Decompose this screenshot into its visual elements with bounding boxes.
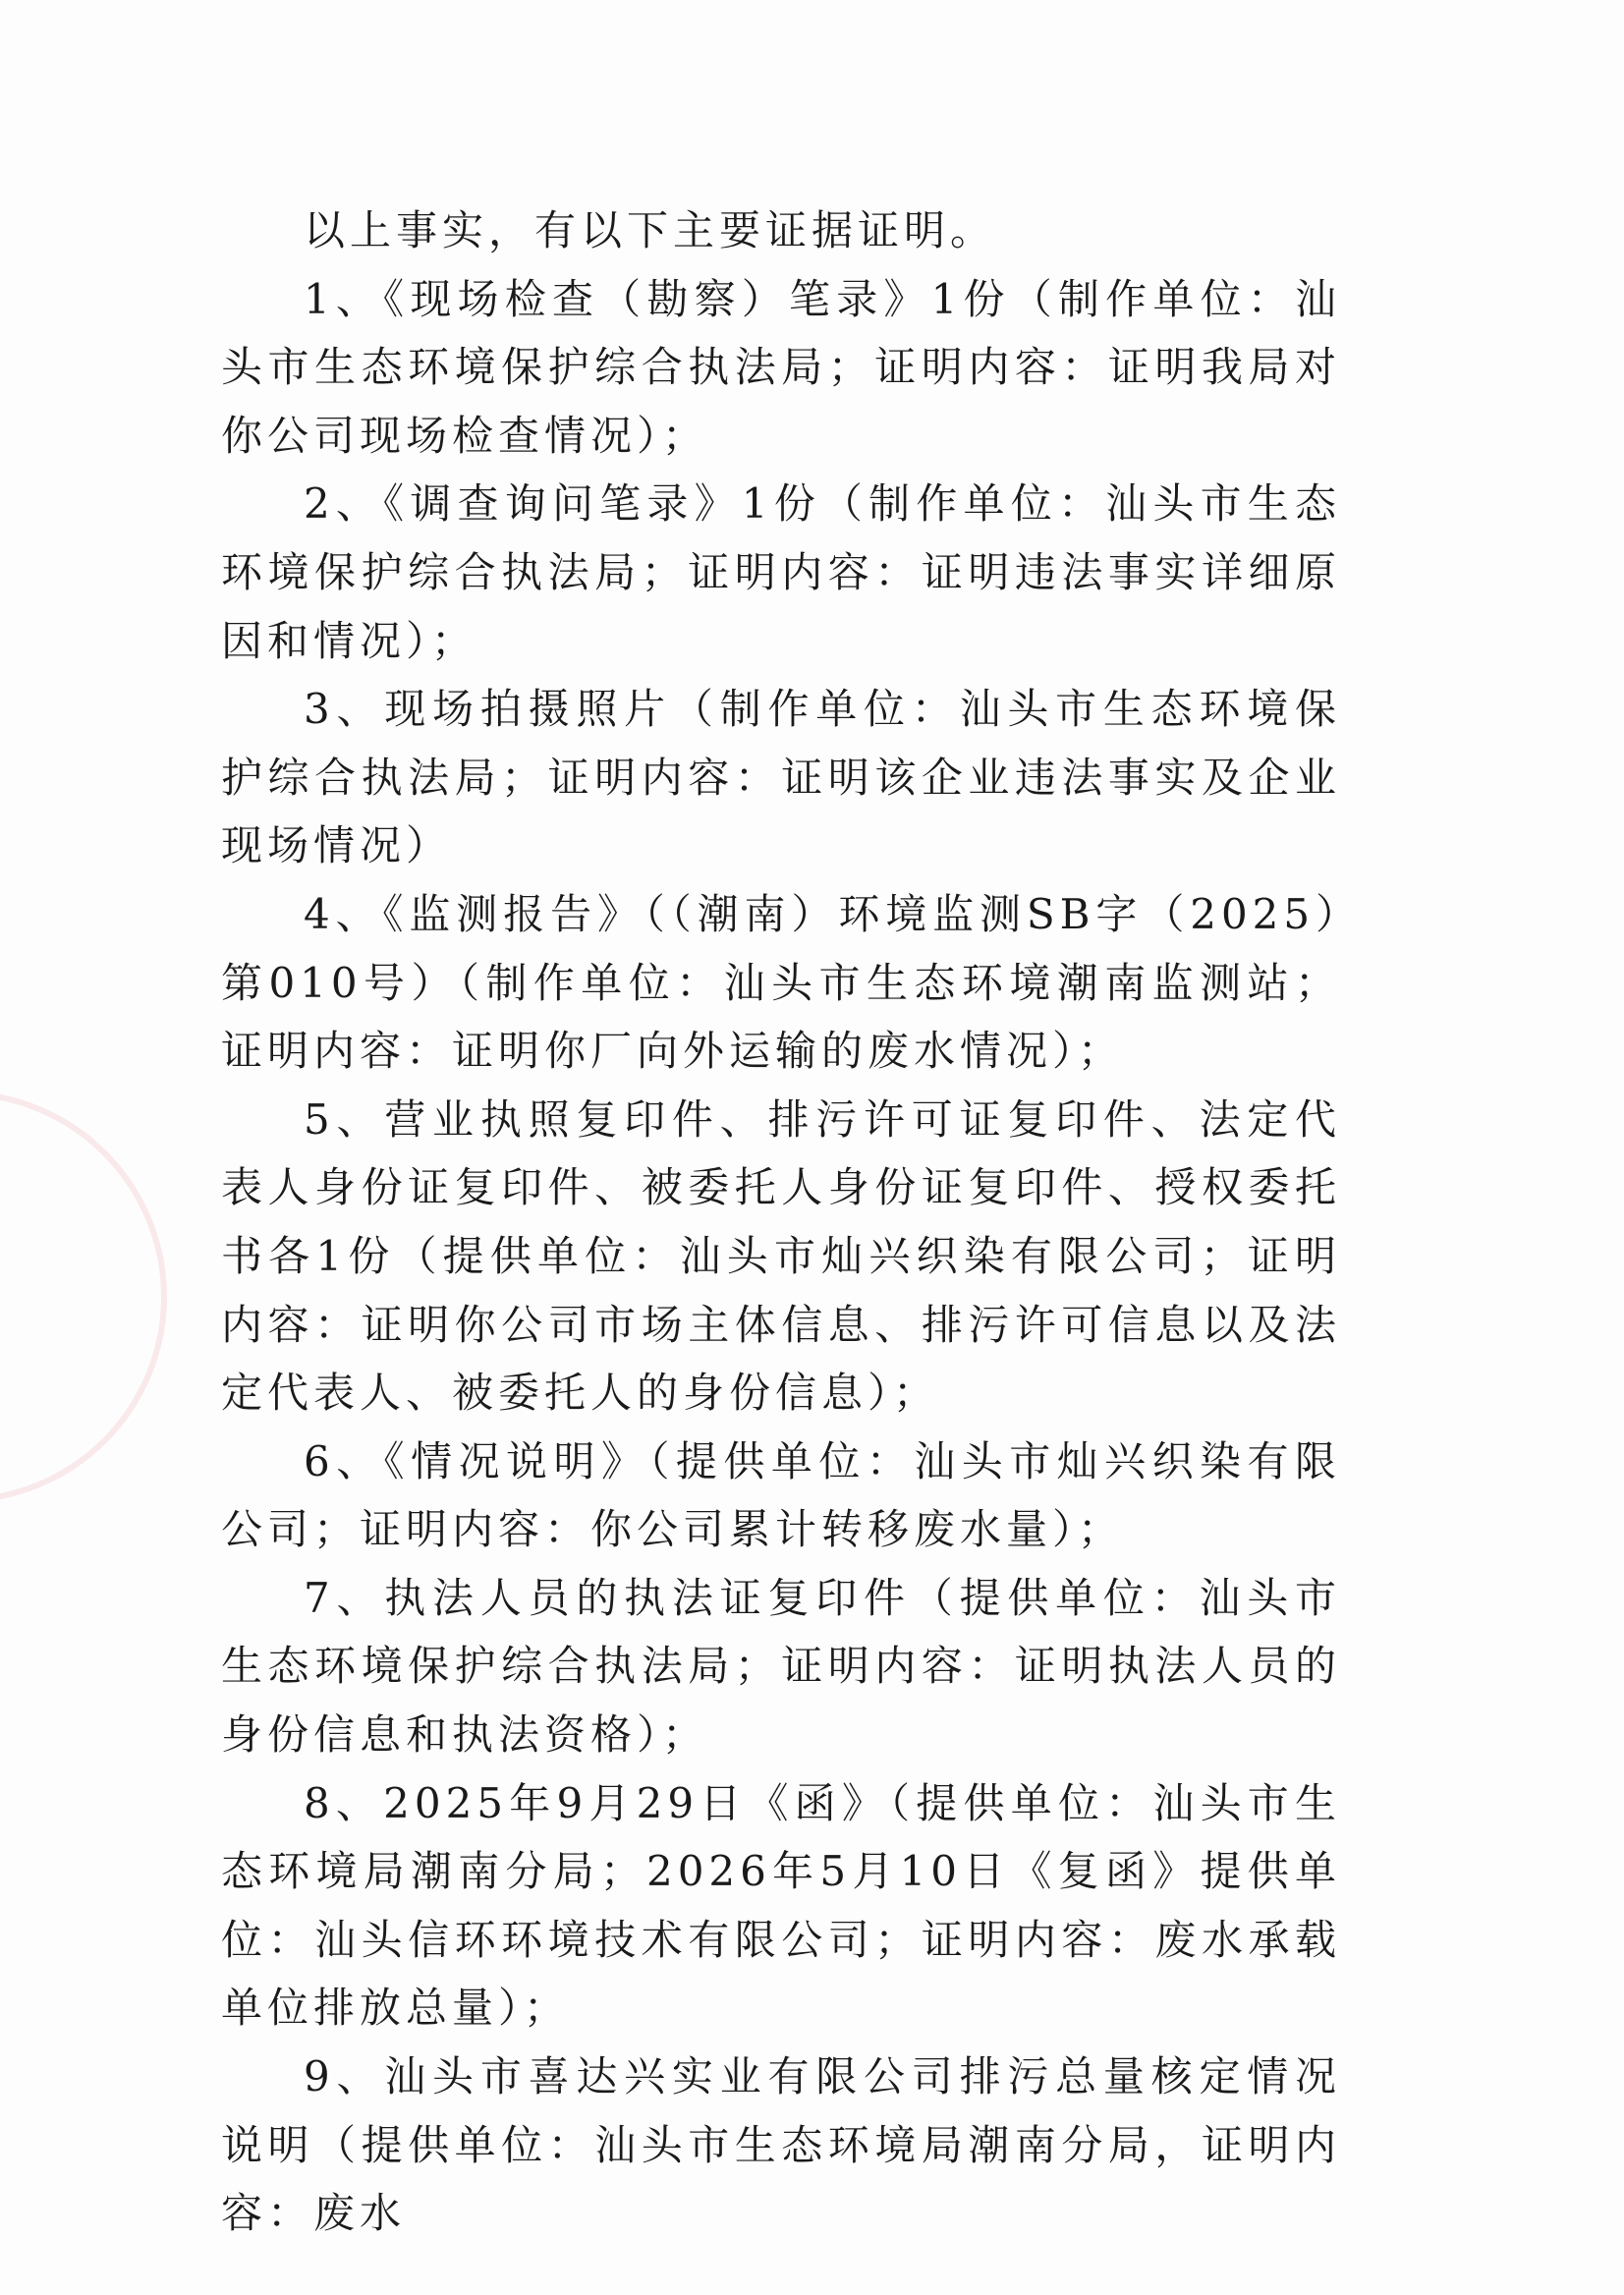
evidence-item-3: 3、现场拍摄照片（制作单位：汕头市生态环境保护综合执法局；证明内容：证明该企业违法事实及企业现场情况） (221, 685, 1341, 870)
evidence-item-5: 5、营业执照复印件、排污许可证复印件、法定代表人身份证复印件、被委托人身份证复印件、授权委托书各1份（提供单位：汕头市灿兴织染有限公司；证明内容：证明你公司市场主体信息、排污许可信息以及法定代表人、被委托人的身份信息）； (221, 1094, 1341, 1418)
evidence-item-2: 2、《调查询问笔录》1份（制作单位：汕头市生态环境保护综合执法局；证明内容：证明违法事实详细原因和情况）； (221, 479, 1341, 665)
document-body (221, 196, 1341, 2248)
red-seal-edge (0, 1091, 167, 1503)
evidence-item-1: 1、《现场检查（勘察）笔录》1份（制作单位：汕头市生态环境保护综合执法局；证明内容：证明我局对你公司现场检查情况）； (221, 274, 1341, 460)
intro-paragraph: 以上事实，有以下主要证据证明。 (304, 206, 997, 254)
evidence-item-7: 7、执法人员的执法证复印件（提供单位：汕头市生态环境保护综合执法局；证明内容：证明执法人员的身份信息和执法资格）； (221, 1573, 1341, 1760)
evidence-item-9: 9、汕头市喜达兴实业有限公司排污总量核定情况说明（提供单位：汕头市生态环境局潮南分局，证明内容：废水 (221, 2052, 1341, 2238)
evidence-item-6: 6、《情况说明》（提供单位：汕头市灿兴织染有限公司；证明内容：你公司累计转移废水量）； (221, 1436, 1341, 1554)
evidence-item-8: 8、2025年9月29日《函》（提供单位：汕头市生态环境局潮南分局；2026年5月10日《复函》提供单位：汕头信环环境技术有限公司；证明内容：废水承载单位排放总量）； (221, 1778, 1341, 2033)
evidence-item-4: 4、《监测报告》（（潮南）环境监测SB字（2025）第010号）（制作单位：汕头市生态环境潮南监测站；证明内容：证明你厂向外运输的废水情况）； (221, 889, 1341, 1076)
